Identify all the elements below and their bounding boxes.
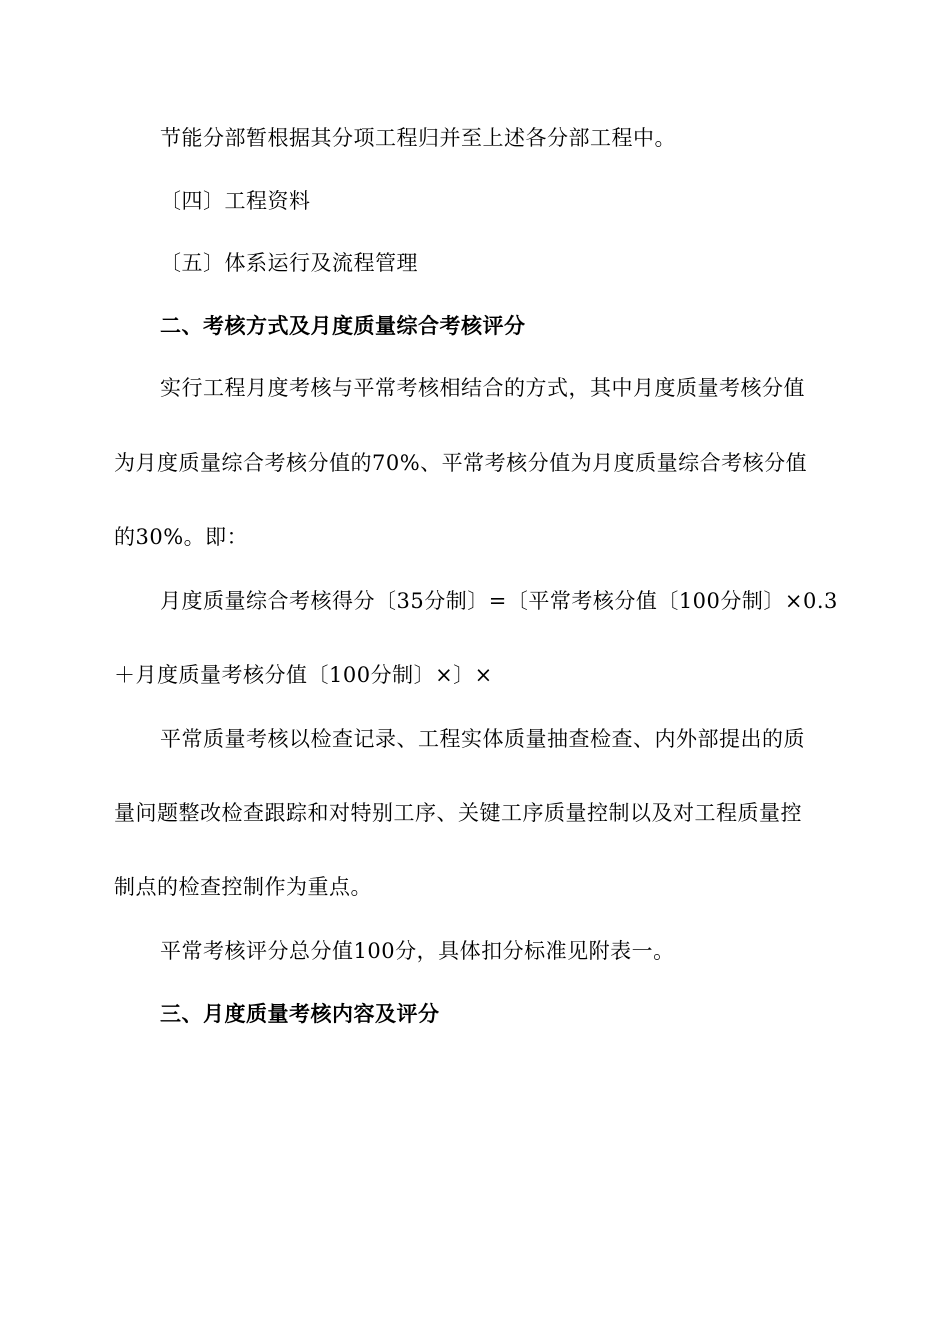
subheading-system-operation: 〔五〕体系运行及流程管理 xyxy=(160,251,418,275)
section-heading-2: 二、考核方式及月度质量综合考核评分 xyxy=(160,313,526,338)
paragraph-assessment-method-line-2: 为月度质量综合考核分值的70%、平常考核分值为月度质量综合考核分值 xyxy=(114,451,808,475)
formula-line-2: ＋月度质量考核分值〔100分制〕×〕× xyxy=(114,663,493,687)
paragraph-energy-saving: 节能分部暂根据其分项工程归并至上述各分部工程中。 xyxy=(160,126,676,150)
paragraph-regular-assessment-line-2: 量问题整改检查跟踪和对特别工序、关键工序质量控制以及对工程质量控 xyxy=(114,801,802,825)
formula-line-1: 月度质量综合考核得分〔35分制〕=〔平常考核分值〔100分制〕×0.3 xyxy=(160,589,838,613)
paragraph-assessment-method-line-1: 实行工程月度考核与平常考核相结合的方式，其中月度质量考核分值 xyxy=(160,376,805,400)
section-heading-3: 三、月度质量考核内容及评分 xyxy=(160,1001,440,1026)
paragraph-score-total: 平常考核评分总分值100分，具体扣分标准见附表一。 xyxy=(160,939,675,963)
subheading-engineering-data: 〔四〕工程资料 xyxy=(160,189,311,213)
paragraph-assessment-method-line-3: 的30%。即： xyxy=(114,525,249,549)
paragraph-regular-assessment-line-1: 平常质量考核以检查记录、工程实体质量抽查检查、内外部提出的质 xyxy=(160,727,805,751)
paragraph-regular-assessment-line-3: 制点的检查控制作为重点。 xyxy=(114,875,372,899)
